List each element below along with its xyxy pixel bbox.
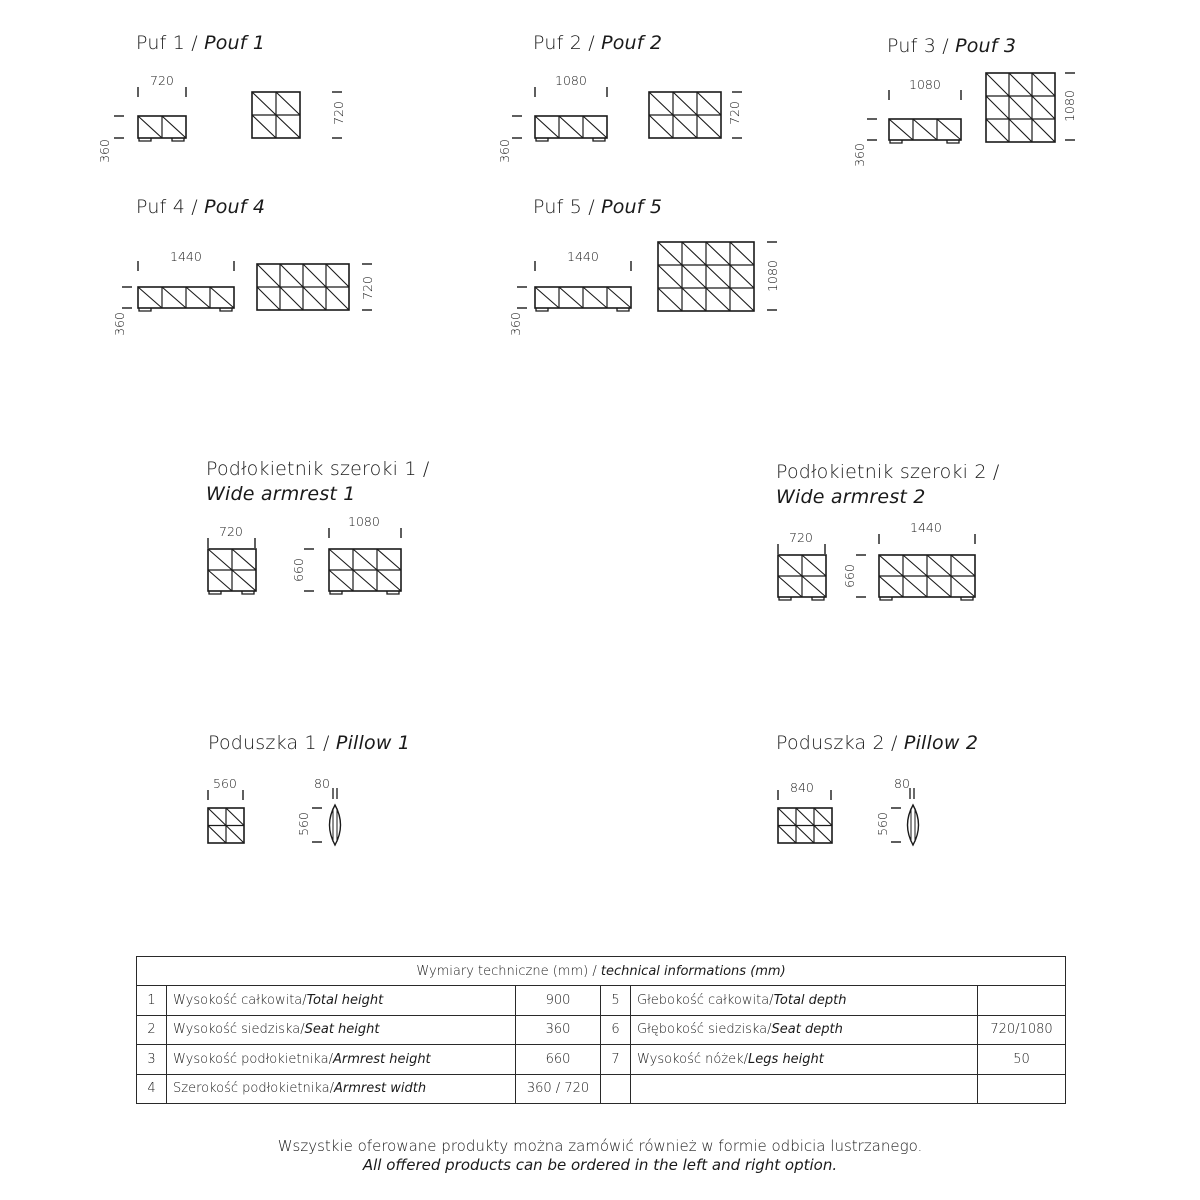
table-header-row	[137, 957, 1066, 986]
pouf-5-top-diagonal	[658, 288, 682, 311]
pouf-5-front-diagonal	[583, 287, 607, 308]
title-en: Pouf 4	[204, 196, 266, 218]
pouf-4-top-diagonal	[280, 264, 303, 287]
label-pl: Szerokość podłokietnika/	[173, 1081, 334, 1097]
label-pl: Wysokość całkowita/	[173, 992, 307, 1008]
header-en: technical informations (mm)	[600, 963, 786, 979]
armrest-2-front-diagonal	[951, 555, 975, 576]
armrest-2-front-diagonal	[927, 555, 951, 576]
dim-front-width: 1080	[348, 514, 380, 529]
title-pl: Podłokietnik szeroki 2 /	[776, 461, 1000, 483]
label-pl: Wysokość podłokietnika/	[173, 1051, 333, 1067]
dim-height: 560	[295, 812, 311, 836]
label-pl: Wysokość siedziska/	[173, 1022, 305, 1038]
armrest-2-front-diagonal	[903, 555, 927, 576]
dim-front-width: 1440	[910, 520, 942, 535]
title-en: Pouf 1	[204, 32, 266, 54]
pouf-5-front-diagonal	[535, 287, 559, 308]
pouf-2-front-diagonal	[535, 116, 559, 138]
armrest-1-front-diagonal	[329, 570, 353, 591]
title-pl: Podłokietnik szeroki 1 /	[206, 458, 430, 480]
armrest-1-side-diagonal	[232, 549, 256, 570]
armrest-1-front-diagonal	[353, 570, 377, 591]
armrest-2-front-diagonal	[879, 576, 903, 597]
pillow-1-front-diagonal	[226, 808, 244, 826]
armrest-2-side-diagonal	[778, 555, 802, 576]
table-row	[137, 986, 1066, 1016]
title-en: Pouf 5	[601, 196, 663, 218]
pillow-1-front-diagonal	[226, 826, 244, 844]
row-value	[978, 986, 1066, 1016]
footer-note-pl: Wszystkie oferowane produkty można zamówić również w formie odbicia lustrzanego.	[277, 1137, 923, 1155]
armrest-2-front-diagonal	[879, 555, 903, 576]
row-label	[167, 1045, 516, 1075]
title-pl: Puf 4 /	[136, 196, 198, 218]
armrest-1-front-diagonal	[377, 570, 401, 591]
armrest-2-front-diagonal	[927, 576, 951, 597]
pouf-5-top-diagonal	[658, 265, 682, 288]
pouf-5-top-diagonal	[706, 288, 730, 311]
dim-height: 360	[851, 143, 867, 167]
row-number: 1	[137, 986, 167, 1016]
pouf-1-top-diagonal	[252, 115, 276, 138]
pouf-1-front-diagonal	[138, 116, 162, 138]
row-number: 6	[601, 1015, 631, 1045]
row-label	[167, 1015, 516, 1045]
pouf-3-top-diagonal	[1009, 73, 1032, 96]
pillow-2-front-diagonal	[778, 826, 796, 844]
pouf-2-front-diagonal	[559, 116, 583, 138]
pouf-5-front-diagonal	[559, 287, 583, 308]
pouf-3-top-diagonal	[1032, 119, 1055, 142]
row-value: 720/1080	[978, 1015, 1066, 1045]
title-pl: Puf 1 /	[136, 32, 198, 54]
pillow-1-front-diagonal	[208, 808, 226, 826]
pouf-4-top-diagonal	[303, 287, 326, 310]
header-pl: Wymiary techniczne (mm) /	[416, 963, 601, 979]
pouf-5-top-diagonal	[706, 242, 730, 265]
armrest-2-front-diagonal	[951, 576, 975, 597]
pouf-3-front-diagonal	[937, 119, 961, 140]
armrest-1-side-diagonal	[208, 549, 232, 570]
table-header	[137, 957, 1066, 986]
pillow-2-front-diagonal	[778, 808, 796, 826]
dim-thickness: 80	[314, 776, 330, 791]
dim-height: 360	[507, 312, 523, 336]
pouf-3-top-diagonal	[1009, 119, 1032, 142]
dim-thickness: 80	[894, 776, 910, 791]
title-pl: Puf 2 /	[533, 32, 595, 54]
label-pl: Głębokość siedziska/	[637, 1022, 772, 1038]
title-pl: Puf 3 /	[887, 35, 949, 57]
dim-height: 360	[96, 139, 112, 163]
pouf-2-front-diagonal	[583, 116, 607, 138]
pouf-2-top-diagonal	[697, 92, 721, 115]
armrest-2-side-diagonal	[778, 576, 802, 597]
pouf-4-top-diagonal	[326, 264, 349, 287]
pouf-4-top-diagonal	[257, 287, 280, 310]
title-pl: Poduszka 2 /	[776, 732, 898, 754]
armrest-2-side-diagonal	[802, 555, 826, 576]
title-pl: Poduszka 1 /	[208, 732, 330, 754]
label-en: Armrest width	[334, 1081, 427, 1097]
row-label	[631, 1074, 978, 1104]
row-number: 7	[601, 1045, 631, 1075]
dim-height: 660	[841, 564, 857, 588]
footer-note-en: All offered products can be ordered in the left and right option.	[362, 1156, 838, 1174]
dim-depth: 1080	[1061, 90, 1077, 122]
table-row	[137, 1045, 1066, 1075]
title-en: Pouf 2	[601, 32, 663, 54]
row-number: 2	[137, 1015, 167, 1045]
pouf-2-top-diagonal	[649, 115, 673, 138]
pouf-3-front-diagonal	[889, 119, 913, 140]
pouf-1-front-diagonal	[162, 116, 186, 138]
pouf-1-top-diagonal	[252, 92, 276, 115]
pouf-3-top-diagonal	[986, 119, 1009, 142]
pillow-2-front-diagonal	[814, 826, 832, 844]
pouf-4-front-diagonal	[210, 287, 234, 308]
dim-depth: 1080	[764, 260, 780, 292]
pouf-5-front-diagonal	[607, 287, 631, 308]
row-number: 5	[601, 986, 631, 1016]
dim-width: 1440	[567, 249, 599, 264]
pillow-2-front-diagonal	[796, 826, 814, 844]
pouf-5-top-diagonal	[706, 265, 730, 288]
dim-height: 360	[496, 139, 512, 163]
armrest-2-front-diagonal	[903, 576, 927, 597]
pouf-3-top-diagonal	[986, 73, 1009, 96]
title-en: Wide armrest 1	[206, 483, 356, 505]
dim-side-width: 720	[789, 530, 813, 545]
pouf-2-top-diagonal	[649, 92, 673, 115]
armrest-1-front-diagonal	[353, 549, 377, 570]
row-label	[167, 986, 516, 1016]
pouf-5-top-diagonal	[730, 242, 754, 265]
label-en: Seat depth	[771, 1022, 843, 1038]
pouf-4-top-diagonal	[257, 264, 280, 287]
pouf-4-top-diagonal	[326, 287, 349, 310]
pouf-2-top-diagonal	[697, 115, 721, 138]
label-pl: Głebokość całkowita/	[637, 992, 774, 1008]
dim-height: 560	[874, 812, 890, 836]
pouf-3-front-diagonal	[913, 119, 937, 140]
table-row	[137, 1074, 1066, 1104]
pillow-2-side-profile	[908, 805, 919, 845]
pouf-5-top-diagonal	[730, 265, 754, 288]
row-value: 360 / 720	[516, 1074, 601, 1104]
pouf-5-top-diagonal	[682, 242, 706, 265]
dim-depth: 720	[330, 101, 346, 125]
dim-depth: 720	[726, 101, 742, 125]
row-value	[978, 1074, 1066, 1104]
title-pl: Puf 5 /	[533, 196, 595, 218]
dim-width: 1080	[555, 73, 587, 88]
pouf-3-top-diagonal	[986, 96, 1009, 119]
pouf-4-top-diagonal	[280, 287, 303, 310]
technical-dimensions-table	[136, 956, 1066, 1104]
dim-depth: 720	[359, 276, 375, 300]
pouf-3-top-diagonal	[1032, 73, 1055, 96]
pouf-4-top-diagonal	[303, 264, 326, 287]
pouf-4-front-diagonal	[186, 287, 210, 308]
title-en: Pillow 2	[903, 732, 979, 754]
armrest-1-front-diagonal	[329, 549, 353, 570]
row-value: 660	[516, 1045, 601, 1075]
pouf-2-top-diagonal	[673, 115, 697, 138]
pillow-2-front-diagonal	[796, 808, 814, 826]
row-value: 360	[516, 1015, 601, 1045]
title-en: Wide armrest 2	[776, 486, 926, 508]
dim-side-width: 720	[219, 524, 243, 539]
pouf-3-top-diagonal	[1009, 96, 1032, 119]
dim-width: 1080	[909, 77, 941, 92]
pouf-1-top-diagonal	[276, 92, 300, 115]
pouf-4-front-diagonal	[162, 287, 186, 308]
armrest-1-side-diagonal	[232, 570, 256, 591]
armrest-2-side-diagonal	[802, 576, 826, 597]
pouf-2-top-diagonal	[673, 92, 697, 115]
row-number	[601, 1074, 631, 1104]
pouf-5-top-diagonal	[682, 265, 706, 288]
pillow-1-side-profile	[330, 805, 341, 845]
row-label	[631, 986, 978, 1016]
dim-width: 840	[790, 780, 814, 795]
row-value: 900	[516, 986, 601, 1016]
pillow-1-front-diagonal	[208, 826, 226, 844]
label-pl: Wysokość nóżek/	[637, 1051, 749, 1067]
title-en: Pouf 3	[955, 35, 1017, 57]
row-label	[167, 1074, 516, 1104]
label-en: Legs height	[748, 1051, 824, 1067]
pouf-5-top-diagonal	[682, 288, 706, 311]
armrest-1-front-diagonal	[377, 549, 401, 570]
title-en: Pillow 1	[335, 732, 411, 754]
dim-width: 1440	[170, 249, 202, 264]
label-en: Total height	[306, 992, 384, 1008]
row-label	[631, 1045, 978, 1075]
row-label	[631, 1015, 978, 1045]
pouf-3-top-diagonal	[1032, 96, 1055, 119]
armrest-1-side-diagonal	[208, 570, 232, 591]
pouf-5-top-diagonal	[730, 288, 754, 311]
table-row	[137, 1015, 1066, 1045]
label-en: Total depth	[773, 992, 847, 1008]
row-value: 50	[978, 1045, 1066, 1075]
pillow-2-front-diagonal	[814, 808, 832, 826]
pouf-4-front-diagonal	[138, 287, 162, 308]
pouf-1-top-diagonal	[276, 115, 300, 138]
label-en: Armrest height	[332, 1051, 431, 1067]
row-number: 4	[137, 1074, 167, 1104]
dim-height: 360	[111, 312, 127, 336]
row-number: 3	[137, 1045, 167, 1075]
dim-width: 720	[150, 73, 174, 88]
dim-height: 660	[290, 558, 306, 582]
label-en: Seat height	[304, 1022, 380, 1038]
pouf-5-top-diagonal	[658, 242, 682, 265]
dim-width: 560	[213, 776, 237, 791]
